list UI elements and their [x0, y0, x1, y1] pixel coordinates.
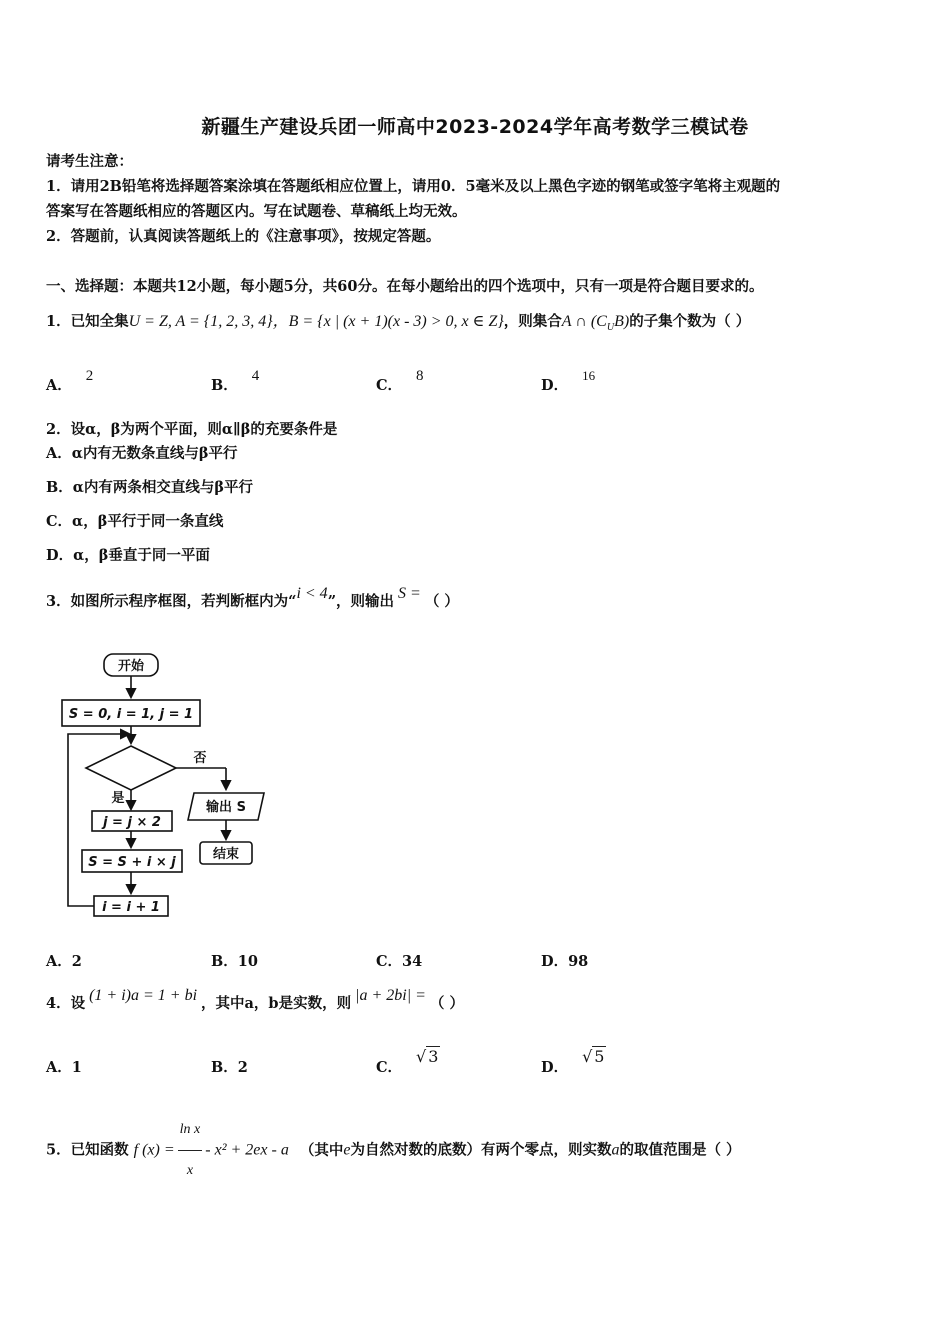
- q5-mid1: （其中: [299, 1141, 344, 1159]
- section-heading: 一、选择题：本题共12小题，每小题5分，共60分。在每小题给出的四个选项中，只有一项是符合题目要求的。: [46, 278, 764, 295]
- q4-option-c[interactable]: [376, 1047, 440, 1077]
- q5-mid2: 为自然对数的底数）有两个零点，则实数: [350, 1141, 612, 1159]
- option-label: B．: [211, 377, 238, 394]
- option-value: 8: [416, 368, 424, 384]
- notice-item-1b: 答案写在答题纸相应的答题区内。写在试题卷、草稿纸上均无效。: [46, 203, 467, 220]
- q4-suffix: （ ）: [429, 995, 464, 1012]
- flow-no-label: 否: [193, 751, 207, 766]
- option-value: 2: [85, 368, 94, 384]
- q3-option-a[interactable]: [46, 950, 82, 971]
- option-label: A．: [46, 377, 72, 394]
- option-value: 4: [251, 368, 260, 384]
- q5-a: a: [611, 1141, 620, 1159]
- flow-start-label: 开始: [117, 659, 145, 674]
- q4-math-abs: |a + 2bi| =: [355, 987, 426, 1004]
- option-value: 34: [402, 953, 423, 970]
- q3-mid: ，则输出: [336, 593, 395, 610]
- q5-denominator: x: [186, 1163, 194, 1178]
- q4-mid: ，其中a，b是实数，则: [201, 995, 352, 1012]
- notice-item-1a: 1．请用2B铅笔将选择题答案涂填在答题纸相应位置上，请用0．5毫米及以上黑色字迹的钢笔或签字笔将主观题的: [46, 178, 781, 195]
- page-title: 新疆生产建设兵团一师高中2023-2024学年高考数学三模试卷: [201, 116, 749, 138]
- flow-end-label: 结束: [212, 847, 240, 862]
- q1-math-sets: U = Z, A = {1, 2, 3, 4}，B = {x | (x + 1)(x - 3) > 0, x ∈ Z}: [128, 313, 504, 330]
- option-label: D．: [541, 953, 569, 970]
- q4-option-d[interactable]: [541, 1047, 606, 1077]
- option-value: 2: [71, 953, 82, 970]
- flow-step1-label: j = j × 2: [103, 815, 161, 830]
- question-3-stem: [46, 585, 459, 612]
- option-label: C．: [376, 1059, 403, 1076]
- q1-math-expr: [561, 313, 630, 334]
- option-value: 10: [237, 953, 258, 970]
- option-value: 98: [568, 953, 589, 970]
- q5-suffix: 的取值范围是（ ）: [619, 1141, 741, 1159]
- q2-option-a[interactable]: A．α内有无数条直线与β平行: [46, 445, 238, 462]
- q3-option-b[interactable]: [211, 950, 258, 971]
- option-value: 2: [237, 1059, 248, 1076]
- question-4-stem: [46, 987, 464, 1014]
- q1-prefix: 1．已知全集: [46, 313, 129, 330]
- q3-prefix: 3．如图所示程序框图，若判断框内为: [46, 593, 289, 610]
- q1-math-sub: U: [606, 322, 615, 334]
- sqrt-icon: √ 3: [416, 1047, 439, 1066]
- q4-option-a[interactable]: [46, 1056, 82, 1077]
- q1-suffix: 的子集个数为（ ）: [629, 313, 751, 330]
- q1-option-d[interactable]: [541, 368, 596, 395]
- q3-suffix: （ ）: [424, 593, 459, 610]
- q1-math-expr-b: B): [614, 313, 630, 330]
- flow-step3-label: i = i + 1: [102, 900, 160, 915]
- q2-option-d[interactable]: D．α，β垂直于同一平面: [46, 547, 210, 564]
- q3-option-c[interactable]: [376, 950, 422, 971]
- q5-rhs: - x² + 2ex - a: [205, 1141, 289, 1159]
- q1-option-c[interactable]: [376, 368, 424, 395]
- q1-math-expr-a: A ∩ (C: [561, 313, 607, 330]
- option-value: 16: [582, 368, 596, 383]
- q3-condition: i < 4: [296, 585, 328, 602]
- option-label: A．: [46, 953, 72, 970]
- q2-option-b[interactable]: B．α内有两条相交直线与β平行: [46, 479, 254, 496]
- option-label: B．: [211, 1059, 238, 1076]
- option-label: D．: [541, 377, 569, 394]
- q3-option-d[interactable]: [541, 950, 588, 971]
- q5-numerator: ln x: [178, 1110, 203, 1151]
- notice-heading: 请考生注意：: [46, 153, 133, 170]
- flow-init-label: S = 0, i = 1, j = 1: [68, 707, 194, 722]
- flow-output-label: 输出 S: [206, 800, 246, 815]
- q1-option-b[interactable]: [211, 368, 260, 395]
- flow-step2-label: S = S + i × j: [88, 855, 176, 870]
- option-label: C．: [376, 953, 403, 970]
- q5-e: e: [343, 1141, 351, 1159]
- option-label: C．: [376, 377, 403, 394]
- option-value: 5: [594, 1047, 605, 1066]
- q3-output-var: S =: [398, 585, 421, 602]
- flow-yes-label: 是: [111, 791, 125, 806]
- q4-prefix: 4．设: [46, 995, 86, 1012]
- q5-fraction: [178, 1110, 203, 1191]
- q1-option-a[interactable]: [46, 368, 94, 395]
- question-1-stem: [46, 312, 750, 338]
- q2-option-c[interactable]: C．α，β平行于同一条直线: [46, 513, 224, 530]
- notice-item-2: 2．答题前，认真阅读答题纸上的《注意事项》，按规定答题。: [46, 228, 441, 245]
- option-value: 3: [428, 1047, 439, 1066]
- question-2-stem: 2．设α，β为两个平面，则α∥β的充要条件是: [46, 421, 338, 438]
- q1-mid: ，则集合: [503, 313, 562, 330]
- flowchart: [40, 648, 280, 938]
- q5-lhs: f (x) =: [133, 1141, 175, 1159]
- q4-math-eq: (1 + i)a = 1 + bi: [89, 987, 198, 1004]
- question-5-stem: [46, 1110, 741, 1191]
- q4-option-b[interactable]: [211, 1056, 248, 1077]
- q3-close-quote: ”: [327, 593, 337, 610]
- q5-prefix: 5．已知函数: [46, 1141, 129, 1159]
- option-label: D．: [541, 1059, 569, 1076]
- option-label: B．: [211, 953, 238, 970]
- flow-decision-diamond: [86, 746, 176, 790]
- option-value: 1: [71, 1059, 82, 1076]
- q3-open-quote: “: [288, 593, 297, 610]
- option-label: A．: [46, 1059, 72, 1076]
- sqrt-icon: √ 5: [582, 1047, 605, 1066]
